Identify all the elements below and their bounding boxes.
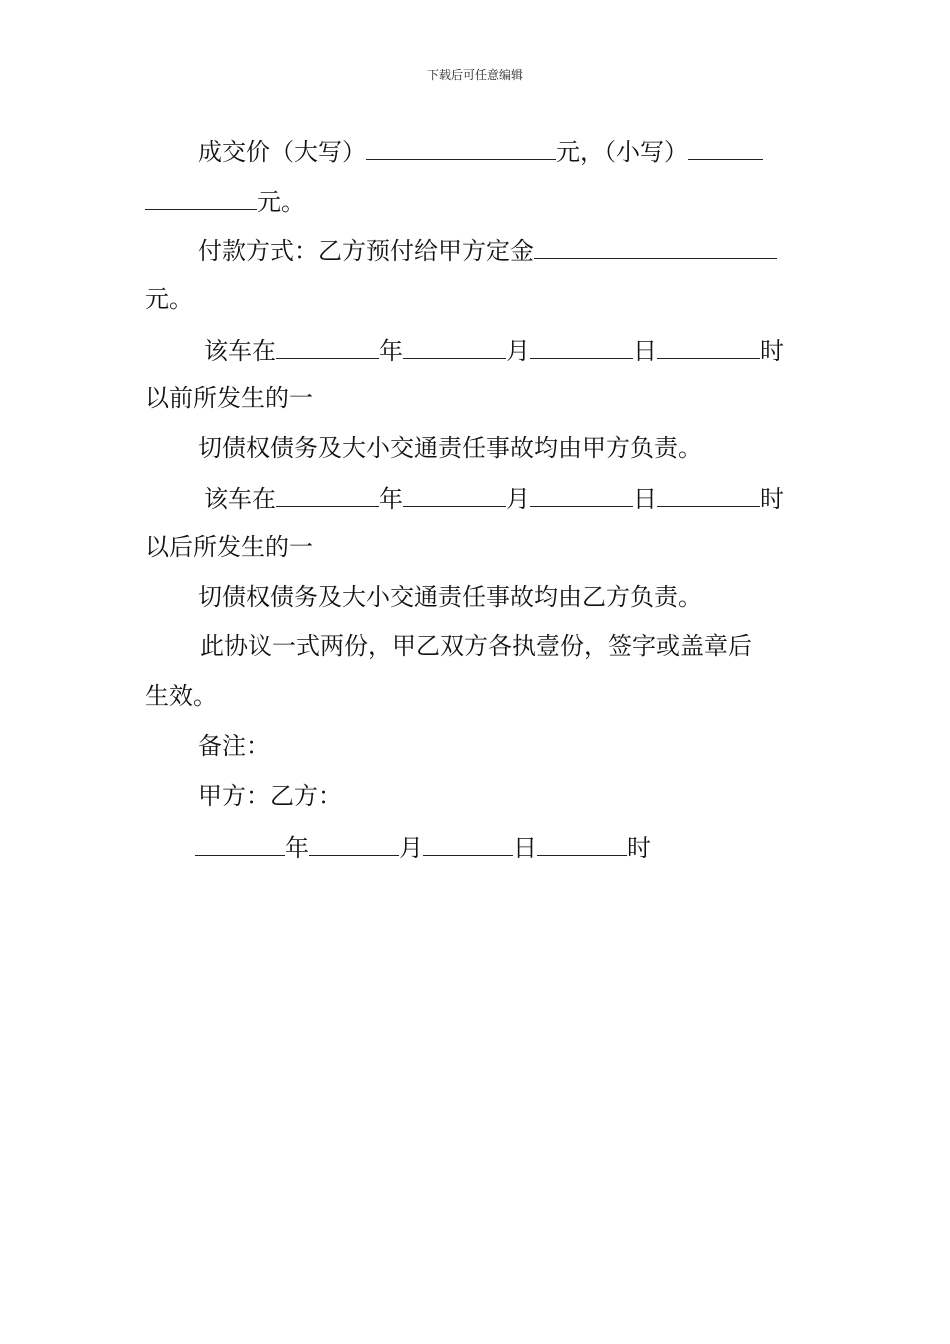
sign-day-blank[interactable] (423, 831, 513, 856)
sign-year-blank[interactable] (195, 831, 285, 856)
before-month-blank[interactable] (403, 334, 506, 359)
price-uppercase-blank[interactable] (366, 135, 556, 160)
before-year-blank[interactable] (276, 334, 379, 359)
before-hour-blank[interactable] (657, 334, 760, 359)
after-prefix: 该车在 (204, 485, 276, 513)
after-hour-blank[interactable] (657, 482, 760, 507)
sign-year-label: 年 (285, 834, 309, 862)
price-yuan-text: 元，（小写） (556, 138, 688, 166)
after-month-blank[interactable] (403, 482, 506, 507)
payment-label: 付款方式：乙方预付给甲方定金 (198, 237, 534, 265)
after-date-line (204, 482, 784, 514)
after-day-label: 日 (633, 485, 657, 513)
before-clause-line2: 以前所发生的一 (145, 384, 313, 412)
before-date-line (204, 334, 784, 366)
deposit-amount-blank[interactable] (534, 234, 777, 259)
price-lowercase-blank-end[interactable] (145, 185, 257, 210)
sign-day-label: 日 (513, 834, 537, 862)
after-year-label: 年 (379, 485, 403, 513)
payment-line (198, 234, 777, 266)
copies-line1: 此协议一式两份，甲乙双方各执壹份，签字或盖章后 (200, 632, 752, 660)
before-day-label: 日 (633, 337, 657, 365)
price-lowercase-blank-start[interactable] (688, 135, 763, 160)
sign-hour-blank[interactable] (537, 831, 627, 856)
copies-line2: 生效。 (145, 682, 217, 710)
sign-month-label: 月 (399, 834, 423, 862)
after-month-label: 月 (506, 485, 530, 513)
before-hour-label: 时 (760, 337, 784, 365)
after-clause-line3: 切债权债务及大小交通责任事故均由乙方负责。 (198, 583, 702, 611)
after-day-blank[interactable] (530, 482, 633, 507)
price-label: 成交价（大写） (198, 138, 366, 166)
price-line-continued (145, 185, 305, 217)
after-year-blank[interactable] (276, 482, 379, 507)
after-clause-line2: 以后所发生的一 (145, 533, 313, 561)
payment-yuan: 元。 (145, 285, 193, 313)
before-month-label: 月 (506, 337, 530, 365)
sign-month-blank[interactable] (309, 831, 399, 856)
before-clause-line3: 切债权债务及大小交通责任事故均由甲方负责。 (198, 434, 702, 462)
parties-label: 甲方：乙方： (198, 782, 342, 810)
sign-hour-label: 时 (627, 834, 651, 862)
price-line (198, 135, 763, 167)
after-hour-label: 时 (760, 485, 784, 513)
before-year-label: 年 (379, 337, 403, 365)
header-note: 下载后可任意编辑 (426, 68, 523, 82)
before-day-blank[interactable] (530, 334, 633, 359)
remarks-label: 备注： (198, 732, 270, 760)
before-prefix: 该车在 (204, 337, 276, 365)
sign-date-line (195, 831, 651, 863)
price-yuan-end: 元。 (257, 188, 305, 216)
payment-line-continued (145, 284, 193, 314)
